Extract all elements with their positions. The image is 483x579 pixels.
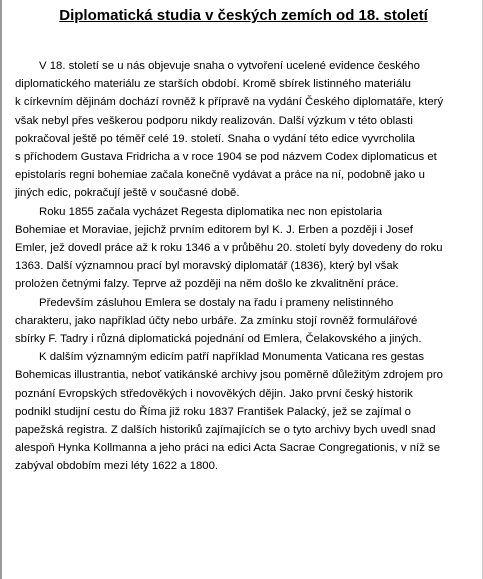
paragraph-3 xyxy=(15,294,479,349)
paragraph-3-rest: charakteru, jako například účty nebo urbáře. Za zmínku stojí rovněž formulářové sbírky F. Tadry i různá diplomatická pojednání od Emlera, Čelakovského a jiných. xyxy=(15,314,422,346)
paragraph-3-first-line: Především zásluhou Emlera se dostaly na řadu i prameny nelistinného xyxy=(39,296,394,309)
paragraph-2-rest: Bohemiae et Moraviae, jejichž prvním editorem byl K. J. Erben a později i Josef Emler, jež dovedl práce až k roku 1346 a v průběhu 20. století byly dovedeny do roku 1363. Další významnou prací byl moravský diplomatář (1836), který byl však prolożen četnými falzy. Teprve až později na něm došlo ke zkvalitnění práce. xyxy=(15,223,443,291)
paragraph-1 xyxy=(15,57,479,203)
document-title: Diplomatická studia v českých zemích od 18. století xyxy=(59,7,428,24)
paragraph-4-rest: Bohemicas illustrantia, neboť vatikánské archivy jsou poměrně důležitým zdrojem pro poznání Evropských středověkých i novověkých dějin. Jako první český historik podnikl studijní cestu do Říma již roku 1837 František Palacký, jež se zajímal o papežská registra. Z dalších historiků zajímajících se o tyto archivy bych uvedl snad alespoň Hynka Kollmanna a jeho práci na edici Acta Sacrae Congregationis, v níž se zabýval obdobím mezi léty 1622 a 1800. xyxy=(15,369,443,473)
paragraph-4 xyxy=(15,348,479,475)
document-body xyxy=(15,57,479,476)
paragraph-2-first-line: Roku 1855 začala vycházet Regesta diplomatika nec non epistolaria xyxy=(39,205,383,218)
paragraph-2 xyxy=(15,203,479,294)
paragraph-1-rest: diplomatického materiálu ze starších období. Kromě sbírek listinného materiálu k církevním dějinám dochází rovněž k přípravě na vydání Českého diplomatáře, který však nebyl přes veškerou podporu nikdy realizován. Další výzkum v této oblasti pokračoval ještě po téměř celé 19. století. Snaha o vydání této edice vyvrcholila s příchodem Gustava Fridricha a v roce 1904 se pod názvem Codex diplomaticus et epistolaris regni bohemiae začala konečně vydávat a práce na ní, podobně jako u jiných edic, pokračují ještě v současné době. xyxy=(15,78,444,200)
paragraph-4-first-line: K dalším významným edicím patří například Monumenta Vaticana res gestas xyxy=(39,351,425,364)
paragraph-1-first-line: V 18. století se u nás objevuje snaha o vytvoření ucelené evidence českého xyxy=(39,60,420,72)
